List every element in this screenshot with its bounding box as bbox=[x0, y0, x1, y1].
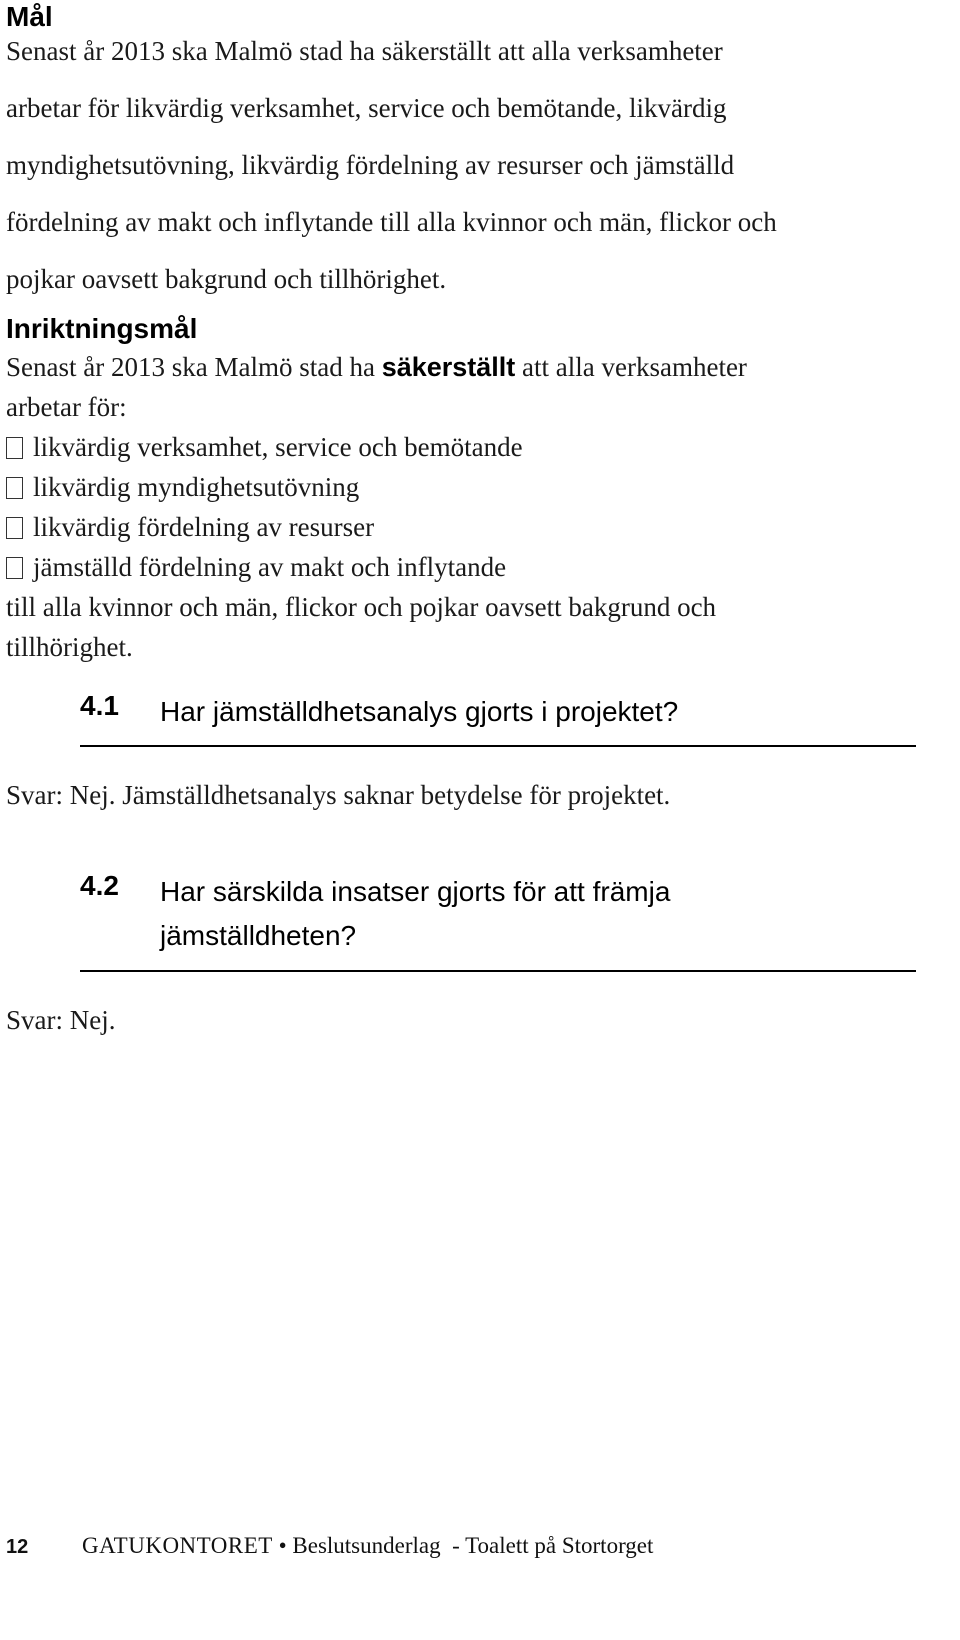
bullet-item: likvärdig myndighetsutövning bbox=[6, 467, 747, 507]
section-4-2-heading bbox=[80, 870, 916, 958]
checkbox-bullet-icon bbox=[6, 437, 23, 459]
checkbox-bullet-icon bbox=[6, 517, 23, 539]
bullet-item: jämställd fördelning av makt och inflytande bbox=[6, 547, 747, 587]
bullet-item: likvärdig fördelning av resurser bbox=[6, 507, 747, 547]
footer-document-title: Beslutsunderlag - Toalett på Stortorget bbox=[292, 1533, 654, 1558]
goal-line: fördelning av makt och inflytande till alla kvinnor och män, flickor och bbox=[6, 207, 777, 237]
goal-line: arbetar för likvärdig verksamhet, service och bemötande, likvärdig bbox=[6, 93, 727, 123]
section-divider bbox=[80, 970, 916, 972]
page-number: 12 bbox=[6, 1536, 29, 1558]
footer-separator: • bbox=[278, 1533, 287, 1558]
direction-goal-intro: Senast år 2013 ska Malmö stad ha säkerställt att alla verksamheter bbox=[6, 352, 747, 382]
goal-line: pojkar oavsett bakgrund och tillhörighet. bbox=[6, 264, 447, 294]
goal-line: Senast år 2013 ska Malmö stad ha säkerställt att alla verksamheter bbox=[6, 36, 723, 66]
section-4-2-answer: Svar: Nej. bbox=[6, 1005, 116, 1035]
direction-goal-heading: Inriktningsmål bbox=[6, 313, 198, 344]
direction-goal-closing: till alla kvinnor och män, flickor och pojkar oavsett bakgrund och bbox=[6, 592, 717, 622]
direction-goal-closing: tillhörighet. bbox=[6, 632, 133, 662]
footer-organization: GATUKONTORET bbox=[82, 1533, 273, 1558]
emphasis-text: säkerställt bbox=[381, 352, 516, 382]
section-divider bbox=[80, 745, 916, 747]
section-4-1-answer: Svar: Nej. Jämställdhetsanalys saknar betydelse för projektet. bbox=[6, 780, 671, 810]
goal-heading: Mål bbox=[6, 1, 53, 32]
checkbox-bullet-icon bbox=[6, 557, 23, 579]
section-number: 4.2 bbox=[80, 870, 119, 901]
bullet-item: likvärdig verksamhet, service och bemötande bbox=[6, 427, 747, 467]
checkbox-bullet-icon bbox=[6, 477, 23, 499]
section-number: 4.1 bbox=[80, 690, 119, 721]
section-4-1-heading bbox=[80, 690, 916, 734]
direction-goal-intro-line2: arbetar för: bbox=[6, 392, 127, 422]
section-question: Har särskilda insatser gjorts för att främja bbox=[160, 876, 671, 907]
direction-goal-body bbox=[6, 347, 747, 667]
page-footer bbox=[6, 1533, 653, 1559]
section-question: jämställdheten? bbox=[160, 920, 357, 951]
goal-line: myndighetsutövning, likvärdig fördelning av resurser och jämställd bbox=[6, 150, 735, 180]
section-question: Har jämställdhetsanalys gjorts i projektet? bbox=[160, 696, 679, 727]
goal-paragraph bbox=[6, 23, 777, 308]
